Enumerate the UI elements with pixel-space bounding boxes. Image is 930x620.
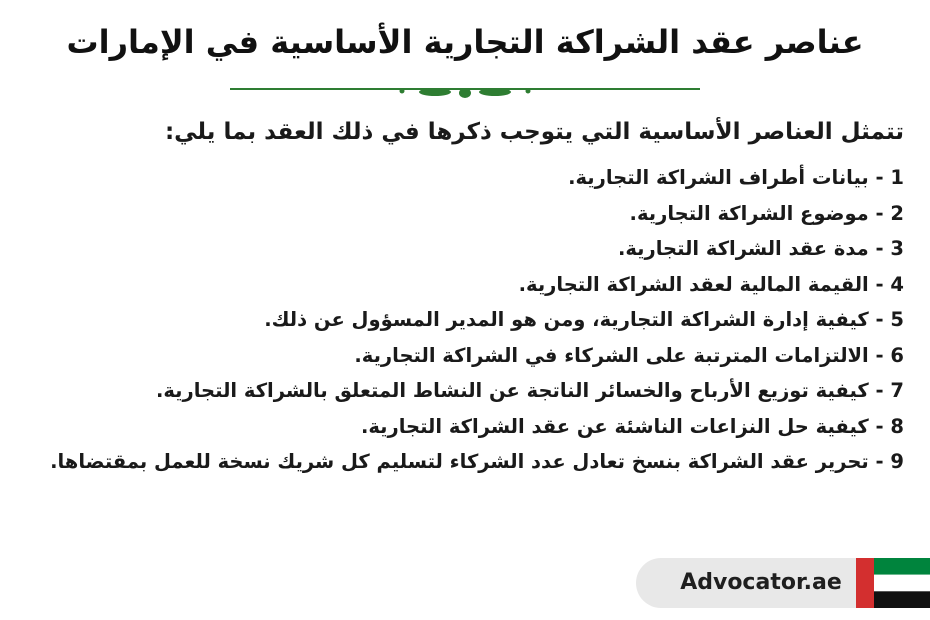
list-item: 1 - بيانات أطراف الشراكة التجارية. (568, 166, 904, 189)
elements-list (24, 160, 904, 480)
brand-name[interactable]: Advocator.ae (680, 570, 842, 595)
intro-text: تتمثل العناصر الأساسية التي يتوجب ذكرها في ذلك العقد بما يلي: (164, 119, 904, 145)
list-item: 5 - كيفية إدارة الشراكة التجارية، ومن هو المدير المسؤول عن ذلك. (264, 308, 904, 331)
list-item: 3 - مدة عقد الشراكة التجارية. (617, 237, 904, 260)
list-item: 8 - كيفية حل النزاعات الناشئة عن عقد الشراكة التجارية. (360, 414, 904, 438)
uae-flag-icon (856, 558, 930, 608)
ornamental-divider (230, 80, 700, 104)
list-item: 7 - كيفية توزيع الأرباح والخسائر الناتجة عن النشاط المتعلق بالشراكة التجارية. (155, 379, 904, 402)
list-item: 6 - الالتزامات المترتبة على الشركاء في الشراكة التجارية. (354, 343, 904, 367)
list-item: 9 - تحرير عقد الشراكة بنسخ تعادل عدد الشركاء لتسليم كل شريك نسخة للعمل بمقتضاها. (50, 450, 904, 473)
footer-badge (636, 558, 930, 620)
content-block (24, 112, 904, 480)
list-item: 2 - موضوع الشراكة التجارية. (629, 201, 904, 225)
list-item: 4 - القيمة المالية لعقد الشراكة التجارية. (518, 272, 904, 296)
page-title: عناصر عقد الشراكة التجارية الأساسية في الإمارات (66, 23, 864, 61)
